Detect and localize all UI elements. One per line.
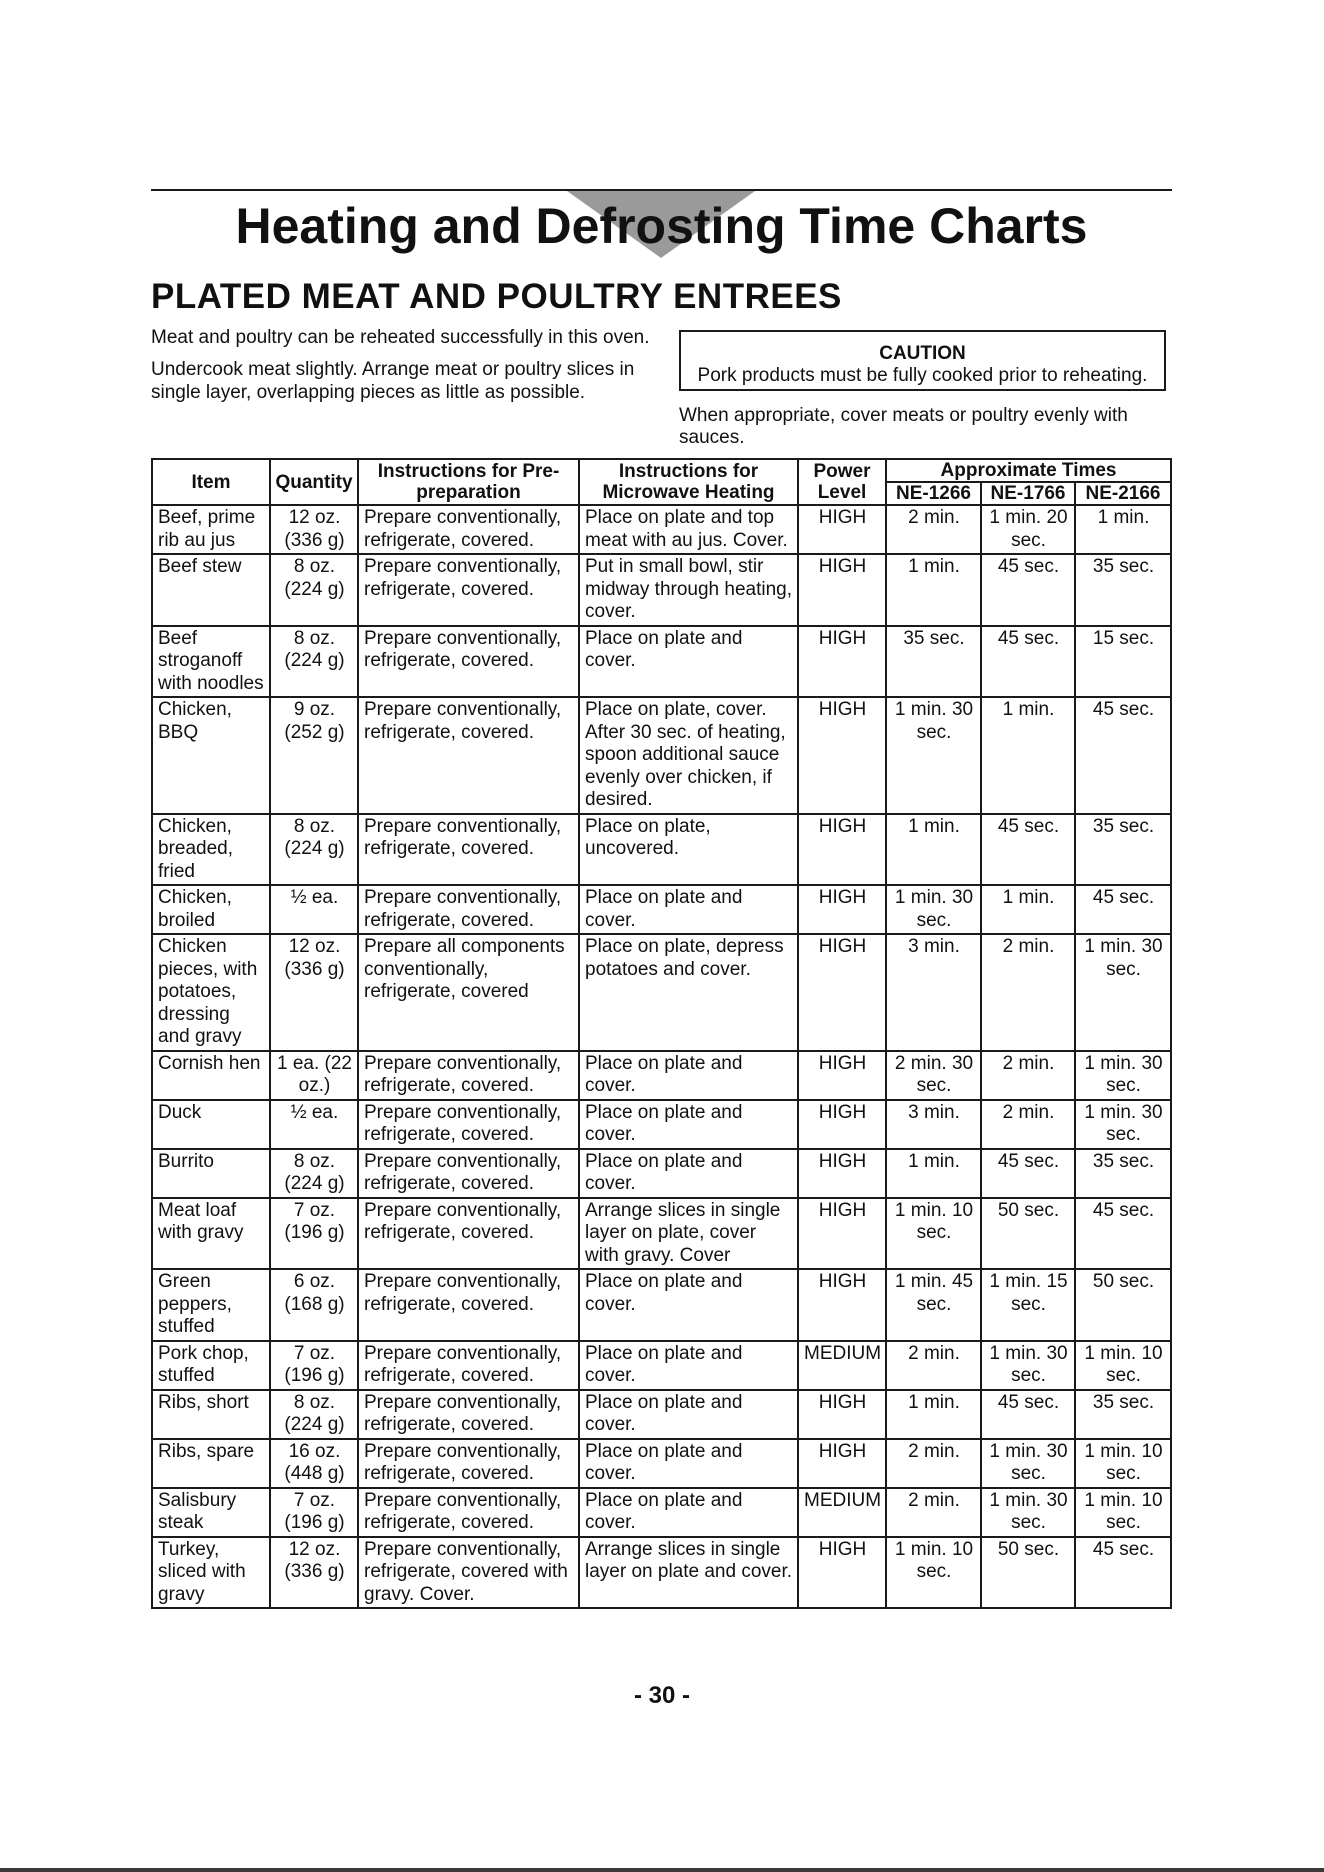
cell-time-ne1766: 1 min. 30 sec. <box>981 1341 1075 1390</box>
cell-microwave: Place on plate and cover. <box>579 1051 798 1100</box>
cell-power: HIGH <box>798 1198 886 1270</box>
header-item: Item <box>152 459 270 505</box>
cell-time-ne1766: 50 sec. <box>981 1537 1075 1609</box>
cell-item: Green peppers, stuffed <box>152 1269 270 1341</box>
cell-power: HIGH <box>798 626 886 698</box>
cell-prep: Prepare conventionally, refrigerate, covered. <box>358 1341 579 1390</box>
cell-prep: Prepare conventionally, refrigerate, covered. <box>358 1198 579 1270</box>
cell-time-ne2166: 35 sec. <box>1075 1390 1171 1439</box>
header-model: NE-1266 <box>886 482 981 505</box>
cell-prep: Prepare conventionally, refrigerate, covered. <box>358 505 579 554</box>
cell-time-ne1766: 1 min. <box>981 697 1075 814</box>
table-body <box>152 505 1171 1608</box>
cell-time-ne1266: 1 min. 45 sec. <box>886 1269 981 1341</box>
cell-time-ne1266: 1 min. 10 sec. <box>886 1198 981 1270</box>
cell-prep: Prepare conventionally, refrigerate, covered. <box>358 1051 579 1100</box>
cell-item: Ribs, spare <box>152 1439 270 1488</box>
cell-time-ne1266: 3 min. <box>886 1100 981 1149</box>
cell-microwave: Arrange slices in single layer on plate and cover. <box>579 1537 798 1609</box>
cell-prep: Prepare conventionally, refrigerate, covered. <box>358 554 579 626</box>
table-row <box>152 554 1171 626</box>
cell-item: Beef stroganoff with noodles <box>152 626 270 698</box>
time-chart-table <box>151 458 1172 1609</box>
cell-quantity: 1 ea. (22 oz.) <box>270 1051 358 1100</box>
cell-microwave: Place on plate and cover. <box>579 1149 798 1198</box>
cell-microwave: Place on plate and cover. <box>579 1439 798 1488</box>
table-row <box>152 1488 1171 1537</box>
cell-time-ne2166: 1 min. 10 sec. <box>1075 1488 1171 1537</box>
cell-item: Salisbury steak <box>152 1488 270 1537</box>
cell-quantity: 7 oz. (196 g) <box>270 1198 358 1270</box>
cell-time-ne1266: 1 min. 10 sec. <box>886 1537 981 1609</box>
cell-prep: Prepare conventionally, refrigerate, covered. <box>358 885 579 934</box>
cell-prep: Prepare conventionally, refrigerate, covered. <box>358 1269 579 1341</box>
cell-time-ne1766: 2 min. <box>981 934 1075 1051</box>
cell-item: Chicken, broiled <box>152 885 270 934</box>
caution-heading: CAUTION <box>879 343 966 364</box>
cell-prep: Prepare conventionally, refrigerate, covered. <box>358 1390 579 1439</box>
cell-item: Ribs, short <box>152 1390 270 1439</box>
cell-microwave: Place on plate, uncovered. <box>579 814 798 886</box>
cell-time-ne2166: 15 sec. <box>1075 626 1171 698</box>
cell-microwave: Put in small bowl, stir midway through heating, cover. <box>579 554 798 626</box>
table-row <box>152 1149 1171 1198</box>
cell-item: Burrito <box>152 1149 270 1198</box>
cell-microwave: Place on plate and cover. <box>579 885 798 934</box>
cell-quantity: 12 oz. (336 g) <box>270 934 358 1051</box>
cell-quantity: 8 oz. (224 g) <box>270 626 358 698</box>
cell-prep: Prepare conventionally, refrigerate, covered. <box>358 1100 579 1149</box>
cell-power: MEDIUM <box>798 1488 886 1537</box>
cell-time-ne1766: 45 sec. <box>981 814 1075 886</box>
cell-microwave: Place on plate and cover. <box>579 1488 798 1537</box>
table-row <box>152 697 1171 814</box>
cell-time-ne1766: 1 min. <box>981 885 1075 934</box>
intro-paragraph: Undercook meat slightly. Arrange meat or poultry slices in single layer, overlapping pieces as little as possible. <box>151 359 635 403</box>
cell-time-ne2166: 35 sec. <box>1075 554 1171 626</box>
cell-quantity: 8 oz. (224 g) <box>270 1390 358 1439</box>
cell-microwave: Place on plate, cover. After 30 sec. of heating, spoon additional sauce evenly over chicken, if desired. <box>579 697 798 814</box>
cell-time-ne1766: 1 min. 30 sec. <box>981 1488 1075 1537</box>
cell-quantity: 7 oz. (196 g) <box>270 1341 358 1390</box>
cell-power: HIGH <box>798 934 886 1051</box>
cell-time-ne1266: 1 min. 30 sec. <box>886 697 981 814</box>
cell-power: HIGH <box>798 505 886 554</box>
cell-microwave: Arrange slices in single layer on plate, cover with gravy. Cover <box>579 1198 798 1270</box>
table-row <box>152 1341 1171 1390</box>
table-row <box>152 934 1171 1051</box>
table-row <box>152 626 1171 698</box>
cell-microwave: Place on plate and cover. <box>579 1341 798 1390</box>
cell-quantity: 8 oz. (224 g) <box>270 1149 358 1198</box>
cell-prep: Prepare conventionally, refrigerate, covered. <box>358 1439 579 1488</box>
cell-quantity: 16 oz. (448 g) <box>270 1439 358 1488</box>
cell-time-ne1266: 2 min. <box>886 505 981 554</box>
cell-time-ne2166: 50 sec. <box>1075 1269 1171 1341</box>
cell-power: HIGH <box>798 1269 886 1341</box>
cell-microwave: Place on plate and cover. <box>579 626 798 698</box>
table-header-row <box>152 459 1171 482</box>
cell-microwave: Place on plate, depress potatoes and cover. <box>579 934 798 1051</box>
cell-time-ne1266: 2 min. <box>886 1439 981 1488</box>
cell-power: HIGH <box>798 1390 886 1439</box>
cell-prep: Prepare conventionally, refrigerate, covered. <box>358 814 579 886</box>
intro-paragraph: Meat and poultry can be reheated successfully in this oven. <box>151 327 650 348</box>
cell-time-ne1266: 1 min. <box>886 1149 981 1198</box>
cell-time-ne1266: 1 min. <box>886 1390 981 1439</box>
header-prep: Instructions for Pre-preparation <box>358 459 579 505</box>
table-row <box>152 1390 1171 1439</box>
cell-microwave: Place on plate and cover. <box>579 1390 798 1439</box>
cell-time-ne2166: 1 min. <box>1075 505 1171 554</box>
cell-quantity: 6 oz. (168 g) <box>270 1269 358 1341</box>
table-row <box>152 1269 1171 1341</box>
cell-time-ne1266: 1 min. <box>886 814 981 886</box>
cell-quantity: 12 oz. (336 g) <box>270 1537 358 1609</box>
cell-time-ne2166: 45 sec. <box>1075 1198 1171 1270</box>
table-row <box>152 1051 1171 1100</box>
cell-time-ne1766: 1 min. 20 sec. <box>981 505 1075 554</box>
cell-power: HIGH <box>798 1439 886 1488</box>
cell-quantity: 7 oz. (196 g) <box>270 1488 358 1537</box>
cell-power: HIGH <box>798 814 886 886</box>
cell-item: Meat loaf with gravy <box>152 1198 270 1270</box>
cell-prep: Prepare conventionally, refrigerate, covered. <box>358 697 579 814</box>
cell-time-ne2166: 45 sec. <box>1075 885 1171 934</box>
cell-power: HIGH <box>798 697 886 814</box>
caution-text: Pork products must be fully cooked prior to reheating. <box>697 365 1148 386</box>
table-row <box>152 1198 1171 1270</box>
header-power: Power Level <box>798 459 886 505</box>
cover-note: When appropriate, cover meats or poultry evenly with sauces. <box>679 405 1128 448</box>
cell-time-ne2166: 1 min. 10 sec. <box>1075 1439 1171 1488</box>
page-title: Heating and Defrosting Time Charts <box>235 198 1088 254</box>
cell-time-ne1266: 2 min. <box>886 1341 981 1390</box>
cell-quantity: ½ ea. <box>270 1100 358 1149</box>
cell-time-ne2166: 1 min. 30 sec. <box>1075 1100 1171 1149</box>
cell-time-ne1266: 2 min. 30 sec. <box>886 1051 981 1100</box>
cell-item: Beef stew <box>152 554 270 626</box>
cell-time-ne2166: 1 min. 30 sec. <box>1075 934 1171 1051</box>
bottom-rule <box>0 1868 1324 1872</box>
cell-prep: Prepare all components conventionally, refrigerate, covered <box>358 934 579 1051</box>
cell-prep: Prepare conventionally, refrigerate, covered. <box>358 1149 579 1198</box>
cell-microwave: Place on plate and cover. <box>579 1269 798 1341</box>
header-model: NE-2166 <box>1075 482 1171 505</box>
intro-text <box>151 326 661 413</box>
cell-time-ne1266: 35 sec. <box>886 626 981 698</box>
cell-time-ne1266: 1 min. <box>886 554 981 626</box>
cell-time-ne1766: 45 sec. <box>981 1149 1075 1198</box>
cell-item: Turkey, sliced with gravy <box>152 1537 270 1609</box>
page-number: - 30 - <box>633 1682 690 1709</box>
cell-prep: Prepare conventionally, refrigerate, covered. <box>358 1488 579 1537</box>
cell-microwave: Place on plate and top meat with au jus. Cover. <box>579 505 798 554</box>
cell-time-ne1766: 1 min. 30 sec. <box>981 1439 1075 1488</box>
cell-microwave: Place on plate and cover. <box>579 1100 798 1149</box>
cell-power: HIGH <box>798 1051 886 1100</box>
cell-time-ne1766: 2 min. <box>981 1051 1075 1100</box>
caution-box <box>679 330 1166 391</box>
cell-time-ne2166: 1 min. 10 sec. <box>1075 1341 1171 1390</box>
cell-power: HIGH <box>798 885 886 934</box>
cell-time-ne2166: 35 sec. <box>1075 814 1171 886</box>
cell-time-ne1766: 50 sec. <box>981 1198 1075 1270</box>
cell-quantity: 8 oz. (224 g) <box>270 554 358 626</box>
cell-time-ne2166: 35 sec. <box>1075 1149 1171 1198</box>
cell-time-ne2166: 1 min. 30 sec. <box>1075 1051 1171 1100</box>
cell-item: Chicken, breaded, fried <box>152 814 270 886</box>
cell-item: Chicken, BBQ <box>152 697 270 814</box>
table-row <box>152 885 1171 934</box>
cell-quantity: 9 oz. (252 g) <box>270 697 358 814</box>
table-row <box>152 1100 1171 1149</box>
cell-time-ne1266: 3 min. <box>886 934 981 1051</box>
cell-time-ne1766: 45 sec. <box>981 626 1075 698</box>
cell-power: MEDIUM <box>798 1341 886 1390</box>
cell-time-ne1766: 2 min. <box>981 1100 1075 1149</box>
cell-quantity: ½ ea. <box>270 885 358 934</box>
header-quantity: Quantity <box>270 459 358 505</box>
cell-time-ne1766: 45 sec. <box>981 1390 1075 1439</box>
cell-time-ne1766: 45 sec. <box>981 554 1075 626</box>
cell-time-ne1766: 1 min. 15 sec. <box>981 1269 1075 1341</box>
cell-power: HIGH <box>798 1100 886 1149</box>
table-row <box>152 814 1171 886</box>
cell-quantity: 8 oz. (224 g) <box>270 814 358 886</box>
cell-item: Pork chop, stuffed <box>152 1341 270 1390</box>
cell-power: HIGH <box>798 1149 886 1198</box>
cell-prep: Prepare conventionally, refrigerate, covered. <box>358 626 579 698</box>
table-row <box>152 1537 1171 1609</box>
header-microwave: Instructions for Microwave Heating <box>579 459 798 505</box>
cell-item: Chicken pieces, with potatoes, dressing and gravy <box>152 934 270 1051</box>
cell-time-ne2166: 45 sec. <box>1075 1537 1171 1609</box>
table-row <box>152 1439 1171 1488</box>
cell-prep: Prepare conventionally, refrigerate, covered with gravy. Cover. <box>358 1537 579 1609</box>
cell-time-ne1266: 1 min. 30 sec. <box>886 885 981 934</box>
cell-power: HIGH <box>798 1537 886 1609</box>
table-row <box>152 505 1171 554</box>
cell-time-ne1266: 2 min. <box>886 1488 981 1537</box>
cell-quantity: 12 oz. (336 g) <box>270 505 358 554</box>
header-model: NE-1766 <box>981 482 1075 505</box>
cell-item: Duck <box>152 1100 270 1149</box>
cell-item: Cornish hen <box>152 1051 270 1100</box>
cell-time-ne2166: 45 sec. <box>1075 697 1171 814</box>
cell-power: HIGH <box>798 554 886 626</box>
cell-item: Beef, prime rib au jus <box>152 505 270 554</box>
header-approx-times: Approximate Times <box>886 459 1171 482</box>
section-title: PLATED MEAT AND POULTRY ENTREES <box>151 277 842 316</box>
